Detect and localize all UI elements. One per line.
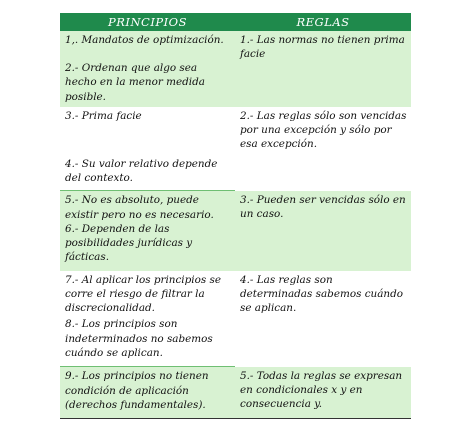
cell-text: 5.- Todas la reglas se expresan en condicionales x y en consecuencia y. (240, 369, 403, 411)
principios-cell (60, 271, 235, 367)
header-reglas: REGLAS (235, 13, 411, 31)
cell-text: 7.- Al aplicar los principios se corre el riesgo de filtrar la discrecionalidad. (65, 273, 221, 315)
principios-reglas-table (60, 13, 411, 419)
reglas-cell (235, 107, 411, 191)
principios-cell (60, 367, 235, 419)
reglas-cell (235, 367, 411, 419)
cell-text: 6.- Dependen de las posibilidades jurídicas y fácticas. (65, 222, 193, 264)
table-header-row (60, 13, 411, 31)
reglas-cell (235, 31, 411, 107)
table-row (60, 191, 411, 271)
cell-text: 2.- Ordenan que algo sea hecho en la menor medida posible. (65, 62, 205, 103)
cell-text: 4.- Las reglas son determinadas sabemos cuándo se aplican. (240, 273, 404, 315)
reglas-cell (235, 191, 411, 271)
table-bottom-rule (60, 418, 411, 419)
table-row (60, 31, 411, 107)
header-principios: PRINCIPIOS (60, 13, 235, 31)
table-row (60, 107, 411, 191)
principios-cell (60, 107, 235, 191)
cell-text: 1.- Las normas no tienen prima facie (240, 34, 405, 61)
table-row (60, 271, 411, 367)
cell-text: 8.- Los principios son indeterminados no sabemos cuándo se aplican. (65, 318, 213, 359)
reglas-cell (235, 271, 411, 367)
table-row (60, 367, 411, 419)
principios-cell (60, 191, 235, 271)
cell-text: 9.- Los principios no tienen condición de aplicación (derechos fundamentales). (65, 370, 209, 411)
principios-cell (60, 31, 235, 107)
cell-text: 2.- Las reglas sólo son vencidas por una excepción y sólo por esa excepción. (240, 109, 407, 151)
comparison-table-container (60, 13, 411, 419)
cell-text: 5.- No es absoluto, puede existir pero no es necesario. (65, 194, 214, 221)
cell-text: 4.- Su valor relativo depende del contexto. (65, 158, 218, 185)
cell-text: 1,. Mandatos de optimización. (65, 34, 224, 46)
cell-text: 3.- Pueden ser vencidas sólo en un caso. (240, 193, 406, 221)
cell-text: 3.- Prima facie (65, 109, 142, 122)
